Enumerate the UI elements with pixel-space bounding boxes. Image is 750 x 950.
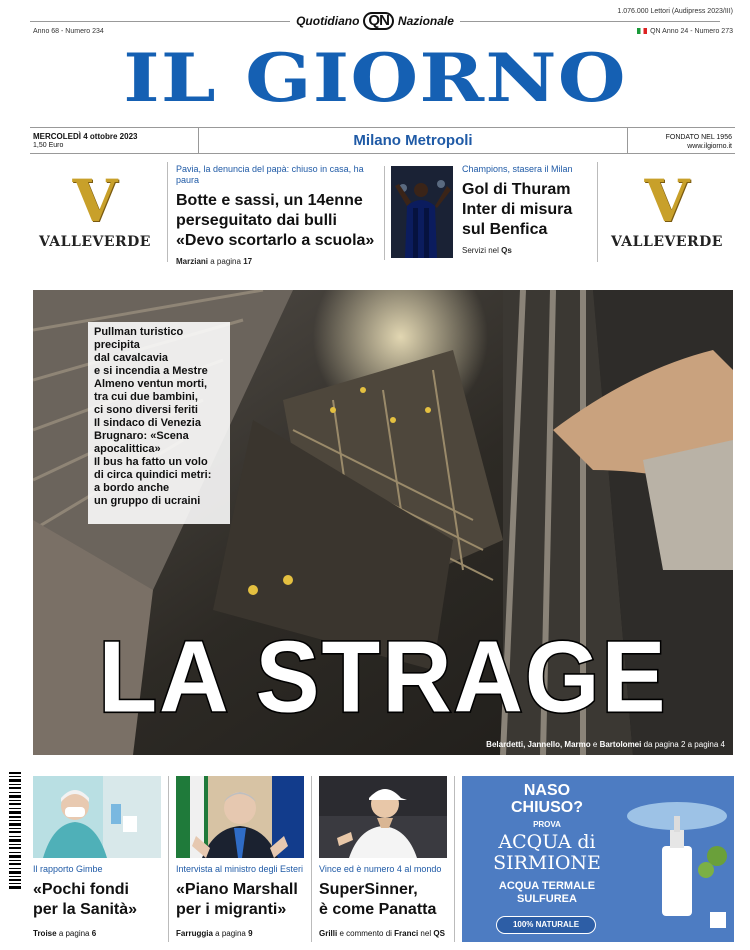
tennis-player-image bbox=[319, 776, 447, 858]
nurse-image bbox=[33, 776, 161, 858]
valleverde-ad-left[interactable]: V VALLEVERDE bbox=[36, 168, 154, 258]
teaser-headline: Botte e sassi, un 14enne perseguitato dai bulli «Devo scortarlo a scuola» bbox=[176, 192, 375, 249]
ad-brand: ACQUA di SIRMIONE bbox=[493, 831, 601, 874]
teaser-headline: Gol di Thuram Inter di misura sul Benfica bbox=[462, 181, 573, 238]
teaser-byline: Grilli e commento di Franci nel QS bbox=[319, 929, 445, 938]
nasal-spray-icon bbox=[622, 786, 732, 936]
teaser-headline-marshall[interactable]: «Piano Marshall per i migranti» bbox=[176, 881, 298, 918]
issue-date: MERCOLEDÌ 4 ottobre 2023 bbox=[33, 132, 138, 141]
divider bbox=[597, 162, 598, 262]
price: 1,50 Euro bbox=[33, 142, 64, 149]
teaser-kicker: Il rapporto Gimbe bbox=[33, 864, 103, 874]
teaser-byline: Marziani a pagina 17 bbox=[176, 257, 253, 266]
divider bbox=[168, 776, 169, 942]
divider bbox=[167, 162, 168, 262]
teaser-inter[interactable] bbox=[462, 164, 594, 255]
website-link[interactable]: www.ilgiorno.it bbox=[687, 143, 732, 150]
valleverde-logo-icon: V bbox=[644, 167, 690, 235]
teaser-headline-gimbe[interactable]: «Pochi fondi per la Sanità» bbox=[33, 881, 138, 918]
lead-summary: Pullman turistico precipita dal cavalcavia e si incendia a Mestre Almeno ventun morti, tra cui due bambini, ci sono diversi feriti Il sindaco di Venezia Brugnaro: «Scena apocalittica» Il bus ha fatto un volo di circa quindici metri: a bordo anche un gruppo di ucraini bbox=[88, 322, 230, 524]
teaser-byline: Servizi nel Qs bbox=[462, 246, 512, 255]
ad-question: NASO CHIUSO? bbox=[511, 782, 583, 816]
teaser-headline-sinner[interactable]: SuperSinner, è come Panatta bbox=[319, 881, 437, 918]
issue-number-left: Anno 68 - Numero 234 bbox=[33, 28, 104, 35]
gimbe-photo[interactable] bbox=[33, 776, 161, 858]
ad-pill: 100% NATURALE bbox=[496, 916, 596, 934]
qn-tagline: Quotidiano QN Nazionale bbox=[0, 12, 750, 30]
minister-image bbox=[176, 776, 304, 858]
divider bbox=[454, 776, 455, 942]
lead-credits: Belardetti, Jannello, Marmo e Bartolomei da pagina 2 a pagina 4 bbox=[486, 740, 725, 749]
teaser-kicker: Champions, stasera il Milan bbox=[462, 164, 573, 174]
sinner-photo[interactable] bbox=[319, 776, 447, 858]
founded-info: FONDATO NEL 1956 www.ilgiorno.it bbox=[665, 134, 732, 150]
teaser-byline: Farruggia a pagina 9 bbox=[176, 929, 253, 938]
ad-subtitle: ACQUA TERMALE SULFUREA bbox=[498, 880, 596, 905]
divider bbox=[384, 166, 385, 260]
teaser-kicker: Intervista al ministro degli Esteri bbox=[176, 864, 304, 874]
barcode bbox=[7, 770, 29, 890]
divider bbox=[311, 776, 312, 942]
teaser-byline: Troise a pagina 6 bbox=[33, 929, 97, 938]
lead-headline[interactable]: LA STRAGE bbox=[98, 621, 668, 734]
section-title[interactable]: Milano Metropoli bbox=[198, 128, 628, 153]
masthead-logo[interactable]: IL GIORNO bbox=[123, 39, 627, 117]
teaser-bullying[interactable] bbox=[176, 164, 381, 266]
teaser-kicker: Pavia, la denuncia del papà: chiuso in casa, ha paura bbox=[176, 164, 364, 185]
teaser-kicker: Vince ed è numero 4 al mondo bbox=[319, 864, 442, 874]
thuram-photo[interactable] bbox=[391, 166, 453, 258]
player-silhouette-icon bbox=[391, 166, 453, 258]
issue-number-right: QN Anno 24 - Numero 273 bbox=[637, 27, 733, 36]
qn-logo: QN bbox=[363, 12, 394, 30]
tajani-photo[interactable] bbox=[176, 776, 304, 858]
acqua-sirmione-ad[interactable] bbox=[462, 776, 734, 942]
valleverde-ad-right[interactable]: V VALLEVERDE bbox=[608, 168, 726, 258]
readers-count: 1.076.000 Lettori (Audipress 2023/III) bbox=[617, 8, 733, 15]
date-bar bbox=[30, 127, 735, 154]
valleverde-logo-icon: V bbox=[72, 167, 118, 235]
ad-prova: PROVA bbox=[533, 820, 561, 829]
